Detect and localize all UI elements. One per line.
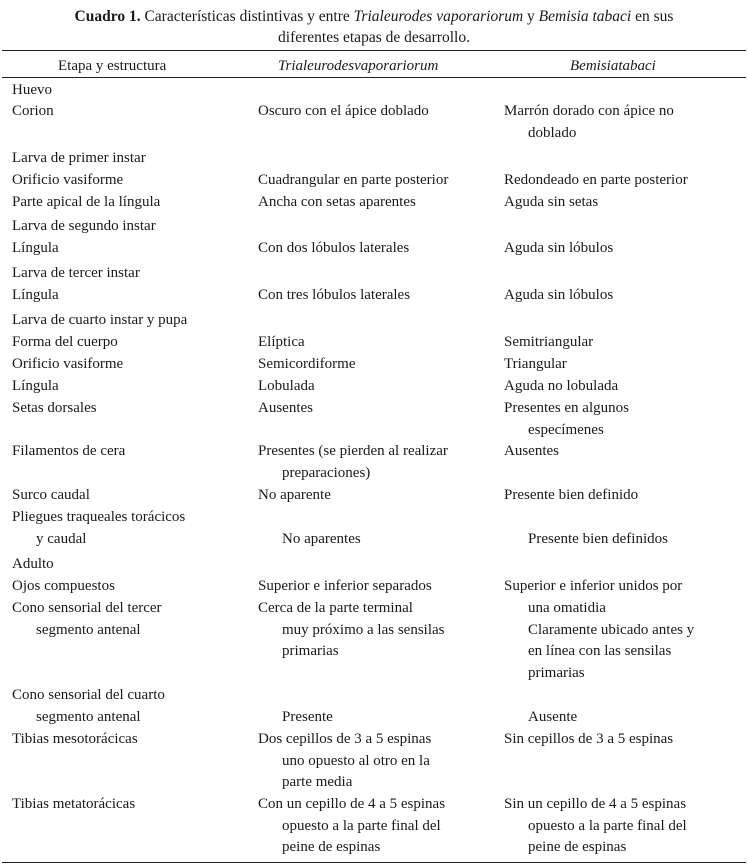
cell-structure: Larva de tercer instar (12, 265, 140, 281)
cell-bemisia: Superior e inferior unidos por (504, 578, 683, 594)
cell-structure: Língula (12, 287, 59, 303)
cell-bemisia: primarias (528, 665, 585, 682)
cell-trialeurodes: primarias (282, 643, 339, 660)
cell-structure: Cono sensorial del tercer (12, 600, 162, 616)
cell-trialeurodes: Dos cepillos de 3 a 5 espinas (258, 731, 432, 747)
cell-bemisia: Presentes en algunos (504, 400, 629, 416)
cell-structure: Huevo (12, 82, 52, 98)
top-rule (2, 50, 746, 51)
cell-structure: Larva de primer instar (12, 150, 146, 166)
cell-bemisia: opuesto a la parte final del (528, 817, 687, 834)
cell-bemisia: Redondeado en parte posterior (504, 172, 688, 188)
cell-bemisia: una omatidia (528, 599, 606, 616)
cell-trialeurodes: muy próximo a las sensilas (282, 621, 445, 638)
cell-structure: Corion (12, 103, 54, 119)
cell-trialeurodes: Con dos lóbulos laterales (258, 240, 410, 256)
cell-bemisia: Triangular (504, 356, 567, 372)
cell-bemisia: especímenes (528, 421, 604, 438)
cell-trialeurodes: Cerca de la parte terminal (258, 600, 413, 616)
cell-trialeurodes: Elíptica (258, 334, 305, 350)
caption-species-1: Trialeurodes vaporariorum (353, 8, 524, 25)
caption-text: Características distintivas y entre (140, 8, 354, 25)
caption-line-2: diferentes etapas de desarrollo. (278, 29, 470, 46)
cell-trialeurodes: Cuadrangular en parte posterior (258, 172, 449, 188)
cell-bemisia: Claramente ubicado antes y (528, 621, 695, 638)
cell-trialeurodes: Con tres lóbulos laterales (258, 287, 411, 303)
cell-trialeurodes: Ancha con setas aparentes (258, 194, 416, 210)
cell-bemisia: doblado (528, 124, 577, 141)
cell-structure: Cono sensorial del cuarto (12, 687, 165, 703)
cell-structure: segmento antenal (36, 621, 141, 638)
cell-structure: Língula (12, 240, 59, 256)
cell-trialeurodes: opuesto a la parte final del (282, 817, 441, 834)
cell-structure: Parte apical de la língula (12, 194, 161, 210)
cell-bemisia: Aguda sin setas (504, 194, 599, 210)
cell-structure: segmento antenal (36, 708, 141, 725)
cell-trialeurodes: Oscuro con el ápice doblado (258, 103, 429, 119)
cell-trialeurodes: parte media (282, 774, 353, 791)
cell-bemisia: Ausentes (504, 443, 559, 459)
cell-structure: Larva de cuarto instar y pupa (12, 312, 188, 328)
cell-structure: Surco caudal (12, 487, 90, 503)
cell-trialeurodes: peine de espinas (282, 839, 381, 856)
header-stage-structure: Etapa y estructura (58, 58, 167, 74)
caption-text: en sus (631, 8, 674, 25)
cell-trialeurodes: preparaciones) (282, 464, 371, 481)
cell-bemisia: Marrón dorado con ápice no (504, 103, 674, 119)
cell-bemisia: Presente bien definido (504, 487, 639, 503)
cell-trialeurodes: Con un cepillo de 4 a 5 espinas (258, 796, 446, 812)
cell-trialeurodes: Lobulada (258, 378, 315, 394)
cell-bemisia: Aguda no lobulada (504, 378, 619, 394)
cell-trialeurodes: Semicordiforme (258, 356, 356, 372)
cell-bemisia: Aguda sin lóbulos (504, 287, 614, 303)
cell-bemisia: Aguda sin lóbulos (504, 240, 614, 256)
cell-bemisia: peine de espinas (528, 839, 627, 856)
cell-structure: Língula (12, 378, 59, 394)
caption-text: y (523, 8, 539, 25)
cell-structure: Larva de segundo instar (12, 218, 156, 234)
cell-structure: Forma del cuerpo (12, 334, 118, 350)
cell-bemisia: Sin cepillos de 3 a 5 espinas (504, 731, 674, 747)
cell-structure: Tibias mesotorácicas (12, 731, 138, 747)
cell-trialeurodes: Presentes (se pierden al realizar (258, 443, 448, 459)
cell-structure: Ojos compuestos (12, 578, 115, 594)
cell-structure: Pliegues traqueales torácicos (12, 509, 186, 525)
caption-species-2: Bemisia tabaci (538, 8, 632, 25)
cell-bemisia: Semitriangular (504, 334, 594, 350)
cell-structure: y caudal (36, 530, 87, 547)
header-bemisia: Bemisiatabaci (570, 58, 656, 74)
cell-bemisia: Presente bien definidos (528, 530, 668, 547)
cell-trialeurodes: Presente (282, 708, 333, 725)
cell-trialeurodes: No aparentes (282, 530, 361, 547)
cell-bemisia: en línea con las sensilas (528, 643, 672, 660)
cell-bemisia: Sin un cepillo de 4 a 5 espinas (504, 796, 687, 812)
cell-structure: Filamentos de cera (12, 443, 126, 459)
cell-trialeurodes: No aparente (258, 487, 331, 503)
cell-structure: Orificio vasiforme (12, 172, 124, 188)
header-rule (2, 77, 746, 78)
cell-structure: Adulto (12, 556, 54, 572)
cell-trialeurodes: Ausentes (258, 400, 313, 416)
cell-structure: Orificio vasiforme (12, 356, 124, 372)
cell-trialeurodes: Superior e inferior separados (258, 578, 432, 594)
table-caption (0, 6, 748, 48)
cell-structure: Setas dorsales (12, 400, 97, 416)
cell-bemisia: Ausente (528, 708, 578, 725)
bottom-rule (2, 862, 746, 863)
cell-structure: Tibias metatorácicas (12, 796, 136, 812)
header-trialeurodes: Trialeurodesvaporariorum (278, 58, 439, 74)
caption-label: Cuadro 1. (74, 8, 141, 25)
cell-trialeurodes: uno opuesto al otro en la (282, 752, 430, 769)
